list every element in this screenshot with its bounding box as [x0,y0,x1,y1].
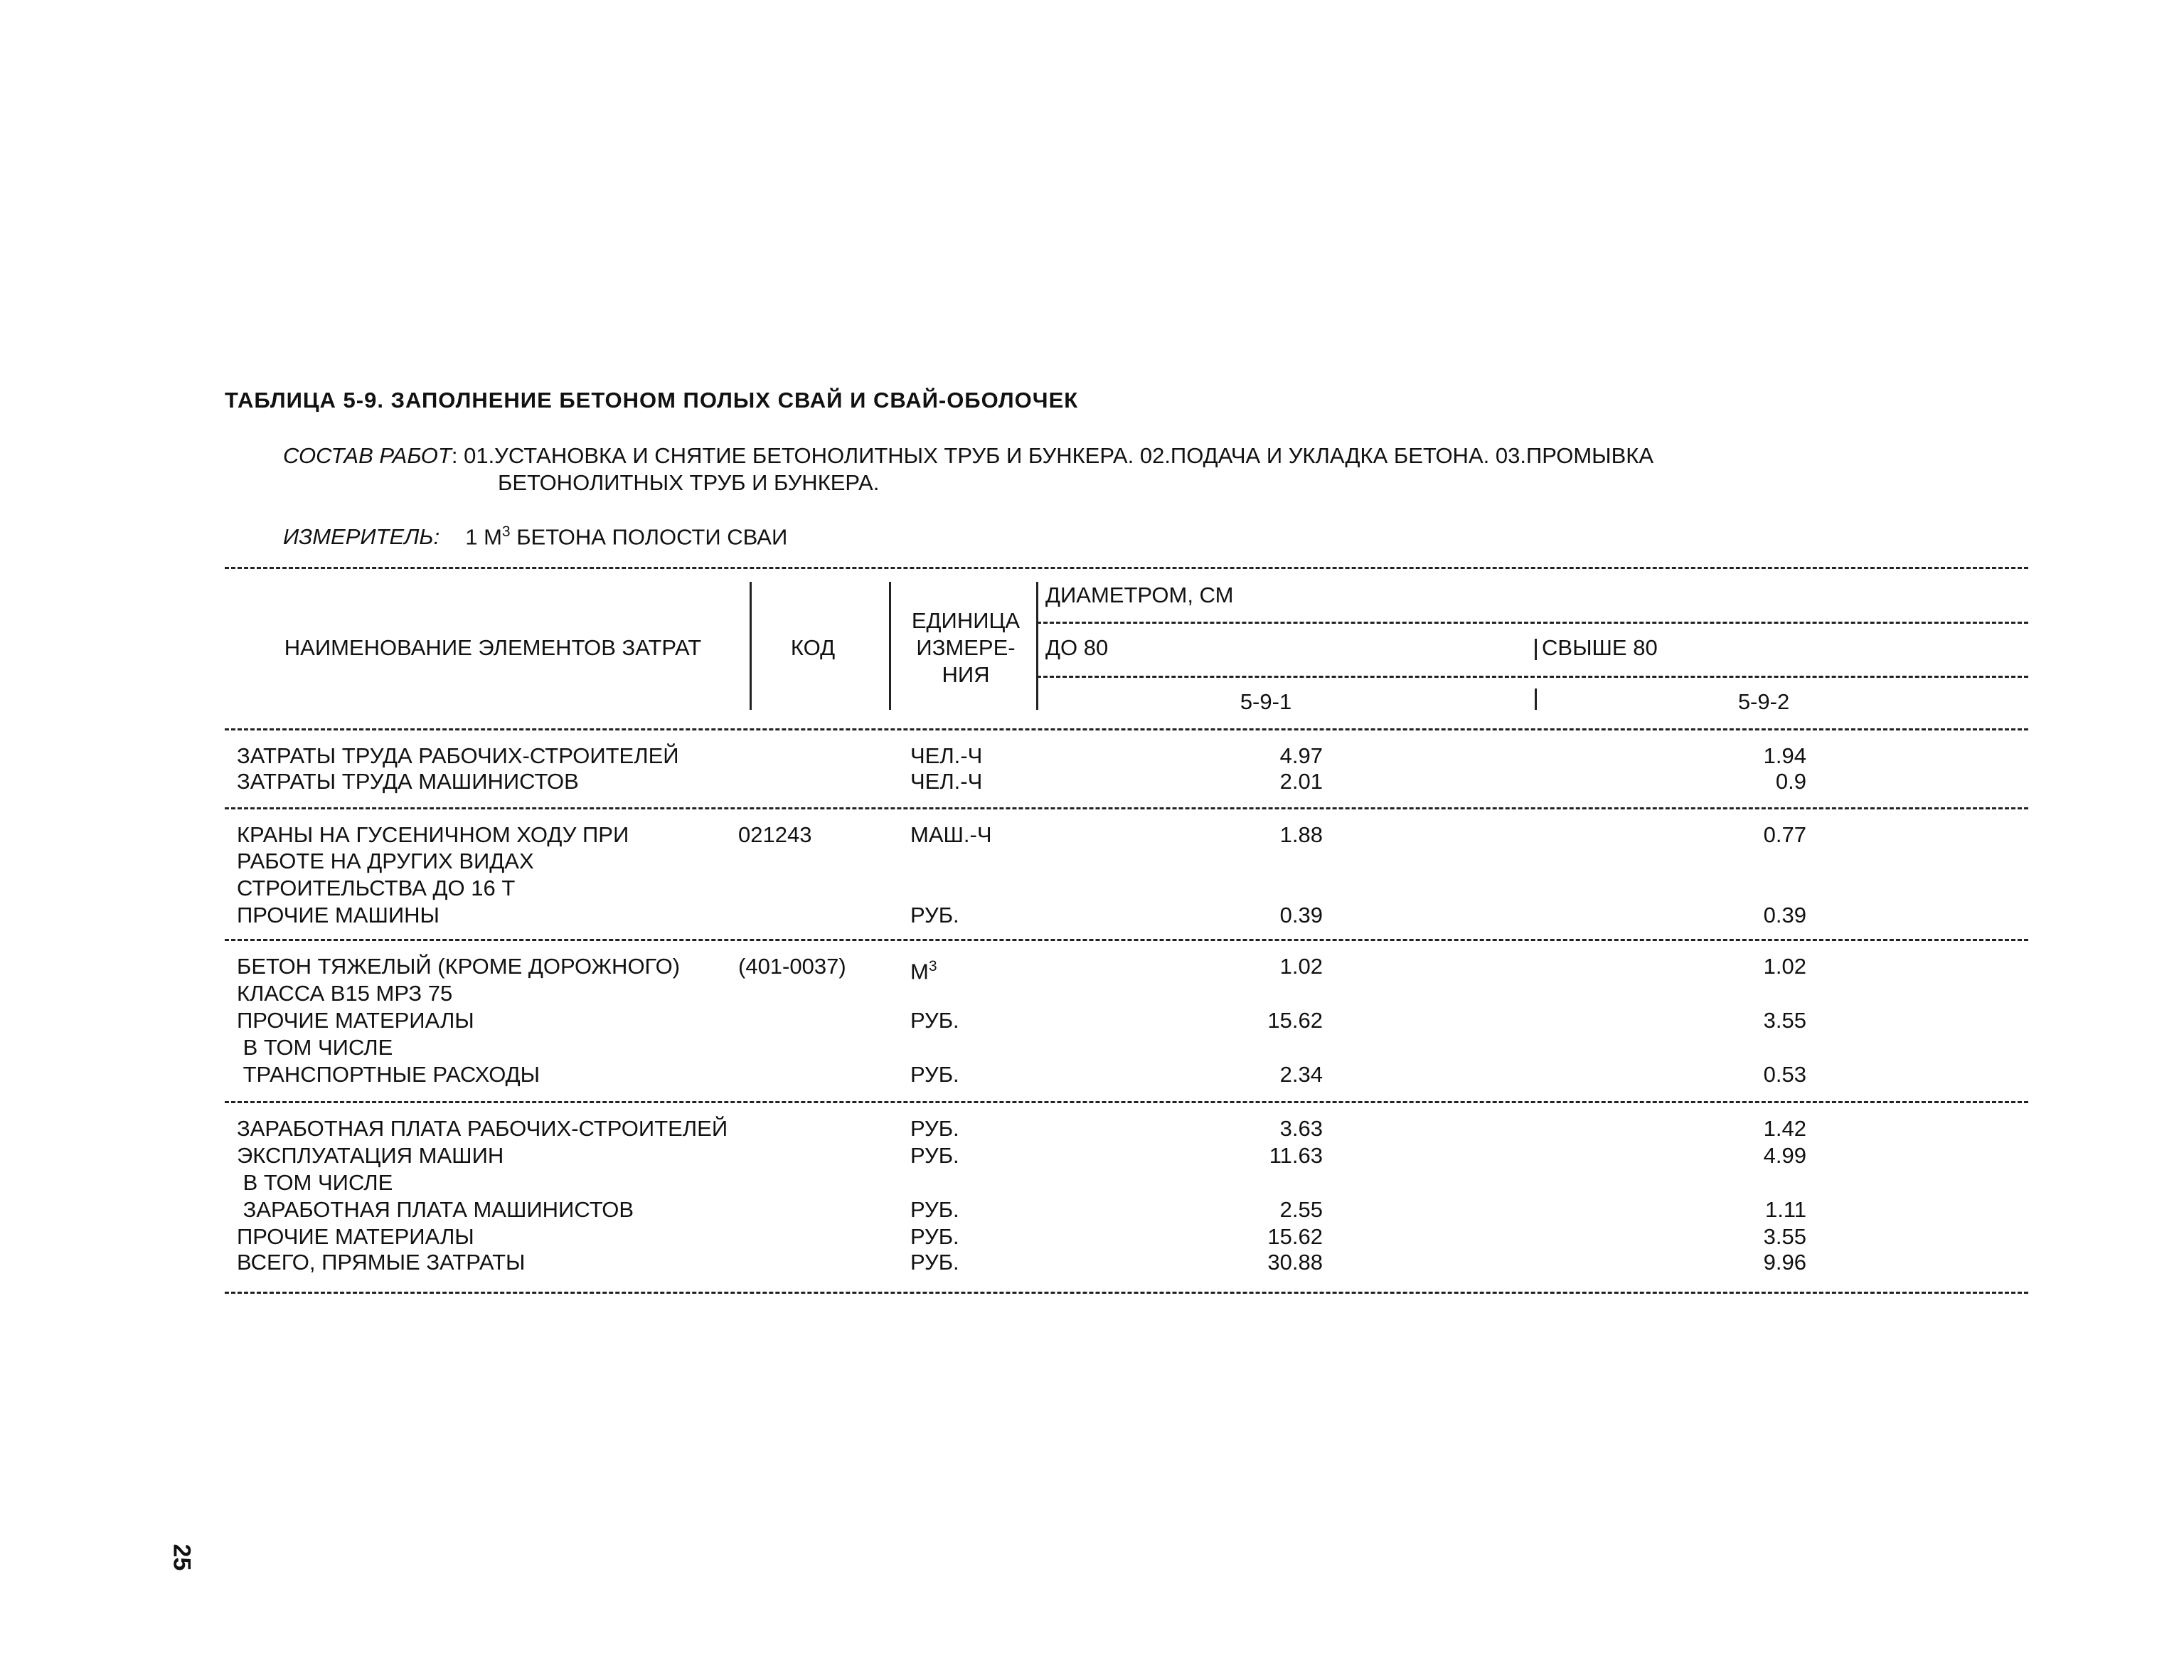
table-cell-unit-text: РУБ. [910,903,959,927]
header-bottom-rule [225,728,2028,730]
table-cell-value-5-9-2 [1621,1196,1806,1223]
table-cell-value-5-9-1-text: 2.01 [1279,769,1323,794]
header-unit-line3: НИЯ [942,662,990,687]
table-cell-unit-text: МАШ.-Ч [910,822,992,847]
table-cell-name-text: ВСЕГО, ПРЯМЫЕ ЗАТРАТЫ [237,1250,526,1275]
table-cell-value-5-9-1 [1124,1007,1323,1034]
table-cell-unit [910,768,1024,795]
table-cell-unit-text: РУБ. [910,1197,959,1222]
table-cell-unit-text: ЧЕЛ.-Ч [910,769,983,794]
table-cell-name-text: РАБОТЕ НА ДРУГИХ ВИДАХ [237,849,534,873]
table-cell-value-5-9-2-text: 1.11 [1764,1197,1806,1222]
work-composition-text: : 01.УСТАНОВКА И СНЯТИЕ БЕТОНОЛИТНЫХ ТРУБ И БУНКЕРА. 02.ПОДАЧА И УКЛАДКА БЕТОНА. 03.ПРОМЫВКА [451,443,1654,468]
table-cell-value-5-9-1-text: 1.88 [1279,822,1323,847]
header-unit-line1: ЕДИНИЦА [911,608,1021,633]
table-cell-value-5-9-2 [1621,743,1806,770]
table-cell-value-5-9-2-text: 3.55 [1763,1008,1806,1033]
table-cell-unit [910,1223,1024,1250]
table-cell-value-5-9-1 [1124,768,1323,795]
table-cell-name [237,902,749,929]
table-cell-code-text: (401-0037) [738,954,846,979]
table-cell-name [237,1142,749,1169]
table-cell-unit [910,1142,1024,1169]
table-cell-value-5-9-1-text: 0.39 [1279,903,1323,927]
table-cell-value-5-9-2-text: 1.02 [1763,954,1806,979]
table-cell-name [237,953,749,980]
table-cell-name [237,1249,749,1276]
header-separator-captions [1535,639,1537,660]
table-cell-name-text: ЗАРАБОТНАЯ ПЛАТА МАШИНИСТОВ [237,1197,634,1222]
table-cell-value-5-9-2 [1621,1007,1806,1034]
table-cell-name [237,1196,749,1223]
page-title: ТАБЛИЦА 5-9. ЗАПОЛНЕНИЕ БЕТОНОМ ПОЛЫХ СВАЙ И СВАЙ-ОБОЛОЧЕК [225,388,1079,413]
table-cell-unit [910,822,1024,849]
table-cell-unit [910,1115,1024,1142]
table-cell-value-5-9-1 [1124,743,1323,770]
table-cell-name-text: В ТОМ ЧИСЛЕ [237,1035,393,1060]
table-cell-value-5-9-2-text: 9.96 [1763,1250,1806,1275]
table-cell-value-5-9-2-text: 0.53 [1763,1062,1806,1087]
header-col2-code: 5-9-2 [1737,689,1790,714]
table-cell-name-text: ЗАРАБОТНАЯ ПЛАТА РАБОЧИХ-СТРОИТЕЛЕЙ [237,1116,728,1141]
table-cell-name [237,980,749,1007]
table-cell-value-5-9-1 [1124,1115,1323,1142]
table-cell-name [237,1115,749,1142]
header-caption-rule [1037,676,2028,678]
section-rule-2 [225,939,2028,941]
table-cell-value-5-9-2 [1621,1061,1806,1088]
table-cell-value-5-9-1-text: 3.63 [1279,1116,1323,1141]
table-cell-value-5-9-1-text: 2.34 [1279,1062,1323,1087]
table-cell-name-text: В ТОМ ЧИСЛЕ [237,1170,393,1195]
table-cell-value-5-9-1 [1124,1249,1323,1276]
table-cell-value-5-9-1-text: 2.55 [1279,1197,1323,1222]
table-cell-value-5-9-1 [1124,1142,1323,1169]
table-cell-unit-text: М [910,959,929,984]
table-cell-name [237,1061,749,1088]
table-cell-unit [910,1249,1024,1276]
measure-text: БЕТОНА ПОЛОСТИ СВАИ [510,524,788,550]
measure-label: ИЗМЕРИТЕЛЬ: [283,524,440,550]
table-cell-name-text: ЭКСПЛУАТАЦИЯ МАШИН [237,1143,504,1168]
table-cell-name-text: ПРОЧИЕ МАТЕРИАЛЫ [237,1008,474,1033]
header-col1-code: 5-9-1 [1240,689,1292,714]
table-cell-name [237,1223,749,1250]
table-cell-name-text: ТРАНСПОРТНЫЕ РАСХОДЫ [237,1062,540,1087]
table-cell-value-5-9-2-text: 3.55 [1763,1224,1806,1249]
table-cell-value-5-9-1-text: 4.97 [1279,743,1323,768]
header-col1-caption: ДО 80 [1045,635,1109,660]
header-name: НАИМЕНОВАНИЕ ЭЛЕМЕНТОВ ЗАТРАТ [284,635,702,660]
table-cell-value-5-9-1 [1124,902,1323,929]
table-cell-name-text: ПРОЧИЕ МАШИНЫ [237,903,440,927]
table-cell-value-5-9-2 [1621,768,1806,795]
table-cell-code [738,822,888,849]
table-cell-unit-text: РУБ. [910,1062,959,1087]
measure-power: 3 [501,523,511,540]
header-group-rule [1037,622,2028,624]
table-cell-name [237,1034,749,1061]
table-cell-name [237,1169,749,1196]
table-top-rule [225,567,2028,569]
table-cell-value-5-9-2-text: 0.39 [1763,903,1806,927]
table-cell-value-5-9-2-text: 4.99 [1763,1143,1806,1168]
table-cell-name [237,768,749,795]
table-cell-name-text: БЕТОН ТЯЖЕЛЫЙ (КРОМЕ ДОРОЖНОГО) [237,954,681,979]
table-cell-name-text: ЗАТРАТЫ ТРУДА МАШИНИСТОВ [237,769,579,794]
table-cell-value-5-9-1-text: 15.62 [1267,1008,1323,1033]
table-cell-name [237,875,749,902]
table-cell-value-5-9-2 [1621,1115,1806,1142]
table-cell-value-5-9-2-text: 1.42 [1763,1116,1806,1141]
table-cell-unit-text: ЧЕЛ.-Ч [910,743,983,768]
header-unit-line2: ИЗМЕРЕ- [916,635,1016,660]
unit-power: 3 [928,958,937,974]
table-cell-name-text: СТРОИТЕЛЬСТВА ДО 16 Т [237,876,516,900]
page-number: 25 [168,1543,196,1571]
table-cell-code [738,953,888,980]
table-cell-value-5-9-1 [1124,1223,1323,1250]
table-cell-value-5-9-1 [1124,953,1323,980]
table-cell-unit-text: РУБ. [910,1008,959,1033]
table-cell-unit-text: РУБ. [910,1250,959,1275]
table-cell-value-5-9-2-text: 1.94 [1763,743,1806,768]
table-cell-unit-text: РУБ. [910,1116,959,1141]
table-cell-unit [910,1196,1024,1223]
table-cell-value-5-9-2 [1621,953,1806,980]
table-cell-value-5-9-2 [1621,902,1806,929]
table-cell-name-text: ПРОЧИЕ МАТЕРИАЛЫ [237,1224,474,1249]
table-cell-value-5-9-2-text: 0.77 [1763,822,1806,847]
table-cell-name [237,743,749,770]
header-separator-code-unit [889,582,891,710]
measure-unit [283,523,787,550]
work-composition [283,442,1653,496]
table-cell-name [237,1007,749,1034]
section-rule-3 [225,1101,2028,1103]
header-separator-unit-values [1036,582,1038,710]
table-cell-code-text: 021243 [738,822,812,847]
table-cell-name [237,848,749,875]
work-composition-line1 [283,442,1653,469]
table-cell-unit [910,743,1024,770]
work-composition-line2: БЕТОНОЛИТНЫХ ТРУБ И БУНКЕРА. [498,470,880,495]
table-cell-value-5-9-1-text: 1.02 [1279,954,1323,979]
header-separator-codes [1535,689,1537,710]
table-cell-value-5-9-1-text: 11.63 [1269,1143,1323,1168]
table-cell-value-5-9-2 [1621,822,1806,849]
section-rule-1 [225,807,2028,809]
table-cell-unit [910,902,1024,929]
table-cell-value-5-9-2 [1621,1249,1806,1276]
table-cell-name-text: КЛАССА В15 МРЗ 75 [237,981,453,1006]
table-cell-unit [910,1007,1024,1034]
header-col2-caption: СВЫШЕ 80 [1542,635,1658,660]
table-cell-value-5-9-1 [1124,1061,1323,1088]
table-cell-value-5-9-1 [1124,822,1323,849]
table-cell-unit-text: РУБ. [910,1224,959,1249]
table-cell-unit [910,1061,1024,1088]
table-cell-value-5-9-2 [1621,1223,1806,1250]
table-cell-name-text: ЗАТРАТЫ ТРУДА РАБОЧИХ-СТРОИТЕЛЕЙ [237,743,679,768]
table-cell-name-text: КРАНЫ НА ГУСЕНИЧНОМ ХОДУ ПРИ [237,822,629,847]
table-bottom-rule [225,1292,2028,1294]
table-cell-unit [910,953,1024,985]
table-cell-value-5-9-2-text: 0.9 [1775,769,1806,794]
table-cell-value-5-9-2 [1621,1142,1806,1169]
header-group: ДИАМЕТРОМ, СМ [1045,583,1234,607]
measure-qty: 1 М [465,524,502,550]
work-composition-label: СОСТАВ РАБОТ [283,443,452,468]
table-cell-value-5-9-1-text: 30.88 [1267,1250,1323,1275]
table-cell-value-5-9-1-text: 15.62 [1267,1224,1323,1249]
table-cell-unit-text: РУБ. [910,1143,959,1168]
table-cell-name [237,822,749,849]
header-code: КОД [790,635,836,660]
table-cell-value-5-9-1 [1124,1196,1323,1223]
